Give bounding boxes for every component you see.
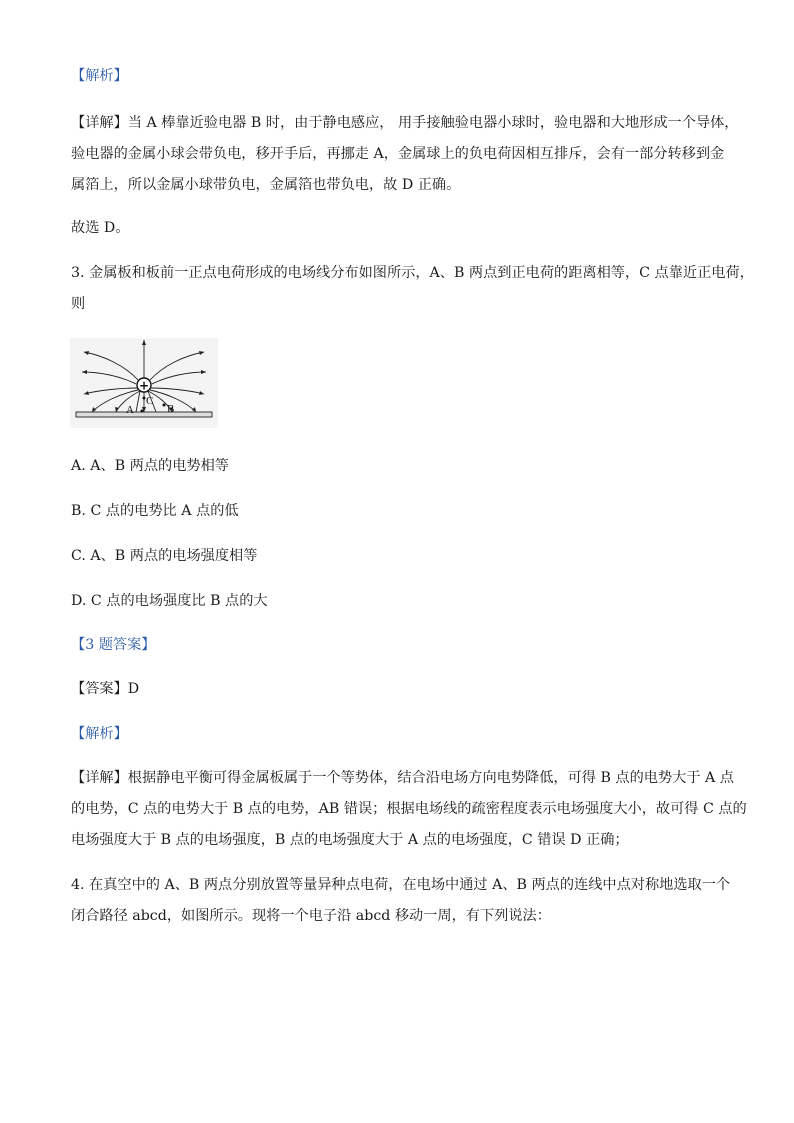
option-c: C. A、B 两点的电场强度相等 xyxy=(71,548,258,564)
label-c: C xyxy=(146,395,154,407)
label-a: A xyxy=(126,404,134,416)
detail-text-line: 【详解】当 A 棒靠近验电器 B 时，由于静电感应， 用手接触验电器小球时，验电器和大地形成一个导体， xyxy=(71,115,739,131)
detail-text-line: 的电势，C 点的电势大于 B 点的电势，AB 错误；根据电场线的疏密程度表示电场强度大小，故可得 C 点的 xyxy=(71,801,747,817)
question-3-stem-cont: 则 xyxy=(71,296,86,312)
question-3-stem: 3. 金属板和板前一正点电荷形成的电场线分布如图所示，A、B 两点到正电荷的距离相等，C 点靠近正电荷， xyxy=(71,265,754,281)
svg-text:+: + xyxy=(138,378,150,393)
field-lines-svg xyxy=(70,338,218,428)
conclusion-text: 故选 D。 xyxy=(71,220,130,236)
electric-field-diagram xyxy=(70,338,218,428)
question-4-stem: 4. 在真空中的 A、B 两点分别放置等量异种点电荷，在电场中通过 A、B 两点的连线中点对称地选取一个 xyxy=(71,877,731,893)
option-d: D. C 点的电场强度比 B 点的大 xyxy=(71,593,268,609)
option-b: B. C 点的电势比 A 点的低 xyxy=(71,503,239,519)
analysis-heading-1: 【解析】 xyxy=(71,68,128,84)
metal-plate xyxy=(76,412,212,417)
detail-text-line: 属箔上，所以金属小球带负电，金属箔也带负电，故 D 正确。 xyxy=(71,177,461,193)
label-b: B xyxy=(167,403,175,415)
answer-heading: 【3 题答案】 xyxy=(71,637,156,653)
analysis-heading-2: 【解析】 xyxy=(71,726,128,742)
detail-text-line: 【详解】根据静电平衡可得金属板属于一个等势体，结合沿电场方向电势降低，可得 B 点的电势大于 A 点 xyxy=(71,770,734,786)
question-4-stem-cont: 闭合路径 abcd，如图所示。现将一个电子沿 abcd 移动一周，有下列说法： xyxy=(71,908,551,924)
option-a: A. A、B 两点的电势相等 xyxy=(71,458,229,474)
detail-text-line: 电场强度大于 B 点的电场强度，B 点的电场强度大于 A 点的电场强度，C 错误 D 正确； xyxy=(71,832,629,848)
detail-text-line: 验电器的金属小球会带负电，移开手后，再挪走 A，金属球上的负电荷因相互排斥，会有一部分转移到金 xyxy=(71,146,725,162)
answer-text: 【答案】D xyxy=(71,681,140,697)
